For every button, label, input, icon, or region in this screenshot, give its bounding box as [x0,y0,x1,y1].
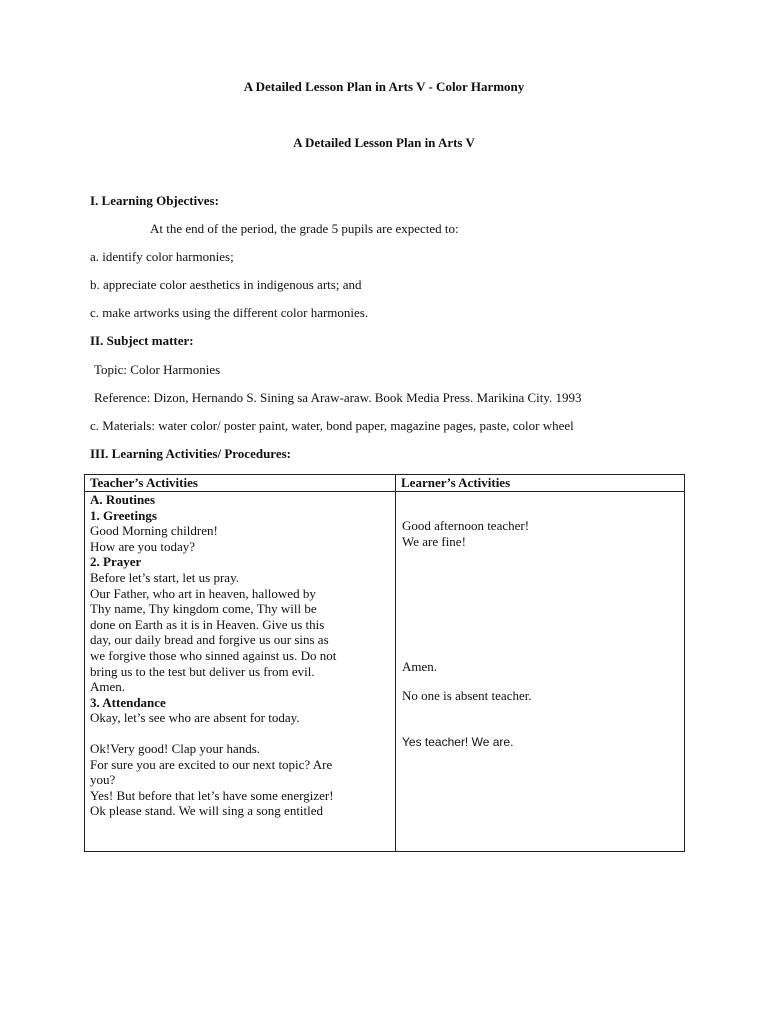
prayer-line: Before let’s start, let us pray. [90,569,239,585]
learner-activities-cell [396,492,685,852]
prayer-line: Amen. [90,679,126,695]
table-row [85,492,685,852]
attendance-label: 3. Attendance [90,694,166,710]
subject-reference: Reference: Dizon, Hernando S. Sining sa Araw-araw. Book Media Press. Marikina City. 1993 [94,390,582,405]
teacher-line: For sure you are excited to our next topic? Are [90,756,333,772]
objectives-intro: At the end of the period, the grade 5 pupils are expected to: [150,221,459,236]
learner-yes-reply: Yes teacher! We are. [402,735,514,749]
objectives-heading: I. Learning Objectives: [90,193,219,208]
subject-topic: Topic: Color Harmonies [94,362,221,377]
prayer-line: bring us to the test but deliver us from evil. [90,663,315,679]
greetings-label: 1. Greetings [90,507,157,523]
prayer-line: Thy name, Thy kingdom come, Thy will be [90,601,317,617]
learner-greeting-reply: Good afternoon teacher! [402,518,530,533]
objective-item-c: c. make artworks using the different color harmonies. [90,305,369,320]
prayer-line: done on Earth as it is in Heaven. Give us this [90,616,325,632]
learner-column-header: Learner’s Activities [396,475,685,492]
teacher-line: Yes! But before that let’s have some energizer! [90,787,334,803]
teacher-line: How are you today? [90,538,196,554]
learner-amen-reply: Amen. [402,659,438,674]
lesson-plan-subtitle: A Detailed Lesson Plan in Arts V [293,135,475,150]
objective-item-a: a. identify color harmonies; [90,249,234,264]
teacher-line: you? [90,772,116,788]
spacer [90,726,390,741]
teacher-line: Good Morning children! [90,523,218,539]
attendance-line: Okay, let’s see who are absent for today. [90,710,300,726]
document-title: A Detailed Lesson Plan in Arts V - Color Harmony [243,79,525,94]
activities-heading: III. Learning Activities/ Procedures: [90,446,292,461]
routines-label: A. Routines [90,492,156,507]
prayer-line: Our Father, who art in heaven, hallowed by [90,585,316,601]
subject-materials: c. Materials: water color/ poster paint, water, bond paper, magazine pages, paste, color wheel [90,418,574,433]
prayer-line: day, our daily bread and forgive us our sins as [90,632,329,648]
teacher-line: Ok!Very good! Clap your hands. [90,740,261,756]
objective-item-b: b. appreciate color aesthetics in indigenous arts; and [90,277,362,292]
teacher-column-header: Teacher’s Activities [85,475,396,492]
teacher-activities-cell [85,492,396,852]
prayer-label: 2. Prayer [90,554,142,570]
prayer-line: we forgive those who sinned against us. Do not [90,647,337,663]
subject-heading: II. Subject matter: [90,333,194,348]
teacher-line: Ok please stand. We will sing a song entitled [90,803,324,819]
learner-fine-reply: We are fine! [402,534,466,549]
table-header-row [85,475,685,492]
learner-absent-reply: No one is absent teacher. [402,688,532,703]
activities-table [84,474,685,852]
